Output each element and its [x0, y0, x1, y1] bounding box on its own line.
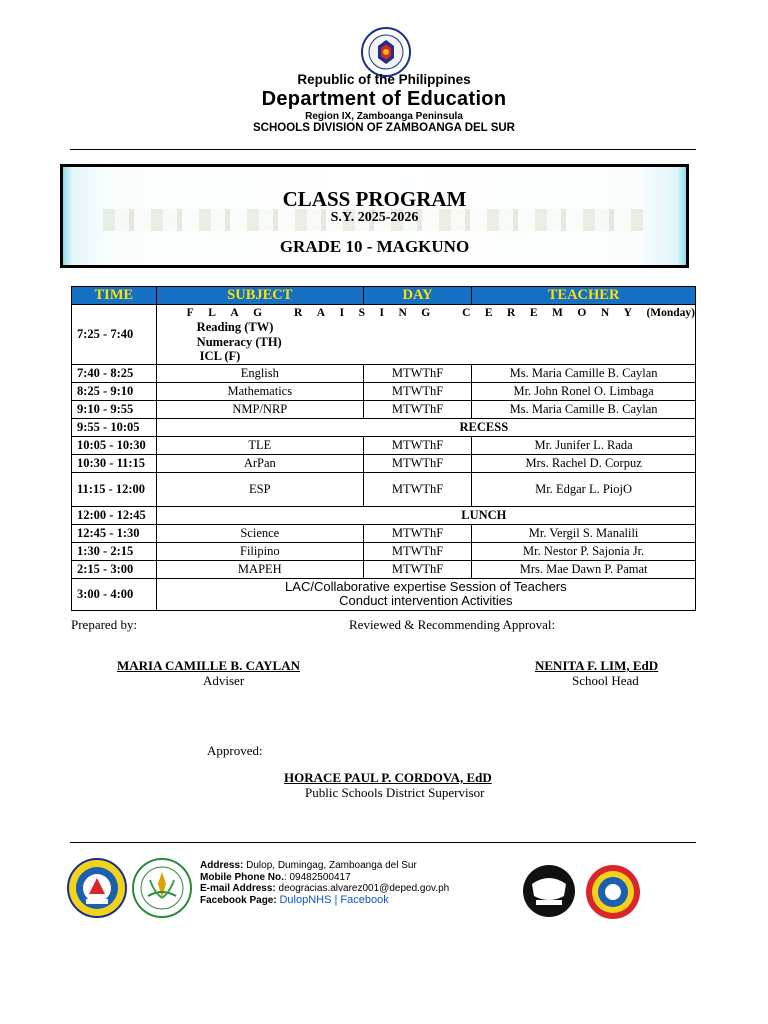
time-cell: 11:15 - 12:00: [72, 472, 157, 506]
lac-line-2: Conduct intervention Activities: [339, 593, 513, 608]
flag-ceremony-text: FLAG RAISING CEREMONY: [186, 307, 647, 319]
subject-cell: Science: [156, 524, 363, 542]
lac-line-1: LAC/Collaborative expertise Session of Teachers: [285, 579, 567, 594]
time-cell: 9:55 - 10:05: [72, 418, 157, 436]
email-label: E-mail Address:: [200, 883, 276, 894]
republic-heading: Republic of the Philippines: [297, 72, 471, 87]
table-row: [72, 524, 696, 542]
column-header-day: DAY: [363, 287, 471, 305]
day-cell: MTWThF: [363, 382, 471, 400]
facebook-link[interactable]: DulopNHS | Facebook: [279, 893, 389, 906]
subject-cell: English: [156, 364, 363, 382]
phone-value: : 09482500417: [283, 871, 351, 883]
table-row: [72, 436, 696, 454]
address-label: Address:: [200, 860, 244, 871]
flag-line-icl: ICL (F): [199, 349, 241, 363]
flag-line-reading: Reading (TW): [196, 320, 274, 334]
day-cell: MTWThF: [363, 524, 471, 542]
deped-seal-icon: [356, 26, 416, 78]
table-row: [72, 472, 696, 506]
phone-label: Mobile Phone No.: [200, 871, 284, 883]
time-cell: 3:00 - 4:00: [72, 578, 157, 610]
teacher-cell: Mrs. Rachel D. Corpuz: [472, 454, 696, 472]
subject-cell: MAPEH: [156, 560, 363, 578]
column-header-subject: SUBJECT: [156, 287, 363, 305]
table-row: [72, 578, 696, 610]
subject-cell: ArPan: [156, 454, 363, 472]
deped-division-logo-icon: [64, 858, 130, 918]
teacher-cell: Mr. Vergil S. Manalili: [472, 524, 696, 542]
time-cell: 8:25 - 9:10: [72, 382, 157, 400]
time-cell: 10:30 - 11:15: [72, 454, 157, 472]
time-cell: 12:45 - 1:30: [72, 524, 157, 542]
subject-cell: ESP: [156, 472, 363, 506]
time-cell: 2:15 - 3:00: [72, 560, 157, 578]
supervisor-name: HORACE PAUL P. CORDOVA, EdD: [284, 770, 492, 785]
table-row: [72, 506, 696, 524]
header-divider: [70, 149, 696, 150]
footer-contact: [200, 860, 449, 906]
table-row: [72, 382, 696, 400]
approved-label: Approved:: [207, 743, 263, 758]
school-head-name: NENITA F. LIM, EdD: [535, 658, 659, 673]
flag-ceremony-day: (Monday): [646, 307, 695, 319]
banner-title: CLASS PROGRAM: [282, 187, 467, 211]
table-row: [72, 364, 696, 382]
table-row: [72, 560, 696, 578]
table-row: [72, 400, 696, 418]
day-cell: MTWThF: [363, 400, 471, 418]
lac-session-cell: [156, 578, 695, 610]
table-header-row: [72, 287, 696, 305]
break-cell: RECESS: [156, 418, 695, 436]
class-program-table: [71, 286, 696, 611]
grade-section: GRADE 10 - MAGKUNO: [279, 237, 470, 256]
teacher-cell: Mrs. Mae Dawn P. Pamat: [472, 560, 696, 578]
flag-line-numeracy: Numeracy (TH): [196, 334, 282, 349]
reviewed-label: Reviewed & Recommending Approval:: [349, 617, 556, 632]
time-cell: 9:10 - 9:55: [72, 400, 157, 418]
day-cell: MTWThF: [363, 472, 471, 506]
teacher-cell: Ms. Maria Camille B. Caylan: [472, 400, 696, 418]
day-cell: MTWThF: [363, 542, 471, 560]
teacher-cell: Mr. Edgar L. PiojO: [472, 472, 696, 506]
prepared-by-label: Prepared by:: [71, 617, 138, 632]
supervisor-title: Public Schools District Supervisor: [305, 785, 485, 800]
teacher-cell: Ms. Maria Camille B. Caylan: [472, 364, 696, 382]
day-cell: MTWThF: [363, 436, 471, 454]
school-year: S.Y. 2025-2026: [330, 210, 419, 225]
subject-cell: Filipino: [156, 542, 363, 560]
address-value: Dulop, Dumingag, Zamboanga del Sur: [246, 860, 417, 871]
break-cell: LUNCH: [156, 506, 695, 524]
time-cell: 7:25 - 7:40: [72, 305, 157, 365]
subject-cell: Mathematics: [156, 382, 363, 400]
sure-sa-sur-logo-icon: [520, 864, 578, 918]
teacher-cell: Mr. Nestor P. Sajonia Jr.: [472, 542, 696, 560]
school-head-title: School Head: [572, 673, 639, 688]
subject-cell: TLE: [156, 436, 363, 454]
region-heading: Region IX, Zamboanga Peninsula: [305, 111, 463, 122]
adviser-name: MARIA CAMILLE B. CAYLAN: [117, 658, 300, 673]
time-cell: 1:30 - 2:15: [72, 542, 157, 560]
day-cell: MTWThF: [363, 364, 471, 382]
column-header-teacher: TEACHER: [472, 287, 696, 305]
table-row: [72, 418, 696, 436]
dulop-nhs-logo-icon: [132, 858, 192, 918]
adviser-title: Adviser: [203, 673, 245, 688]
subject-cell: NMP/NRP: [156, 400, 363, 418]
teacher-cell: Mr. Junifer L. Rada: [472, 436, 696, 454]
flag-ceremony-cell: [156, 305, 695, 365]
day-cell: MTWThF: [363, 560, 471, 578]
zds-division-seal-icon: [582, 864, 644, 920]
table-row: [72, 542, 696, 560]
time-cell: 12:00 - 12:45: [72, 506, 157, 524]
division-heading: SCHOOLS DIVISION OF ZAMBOANGA DEL SUR: [253, 122, 515, 134]
time-cell: 7:40 - 8:25: [72, 364, 157, 382]
day-cell: MTWThF: [363, 454, 471, 472]
footer-divider: [70, 842, 696, 843]
table-row: [72, 305, 696, 365]
facebook-label: Facebook Page:: [200, 894, 277, 906]
email-value: deogracias.alvarez001@deped.gov.ph: [278, 883, 450, 894]
column-header-time: TIME: [72, 287, 157, 305]
time-cell: 10:05 - 10:30: [72, 436, 157, 454]
class-program-banner: [60, 164, 689, 268]
department-heading: Department of Education: [261, 88, 507, 110]
table-row: [72, 454, 696, 472]
teacher-cell: Mr. John Ronel O. Limbaga: [472, 382, 696, 400]
